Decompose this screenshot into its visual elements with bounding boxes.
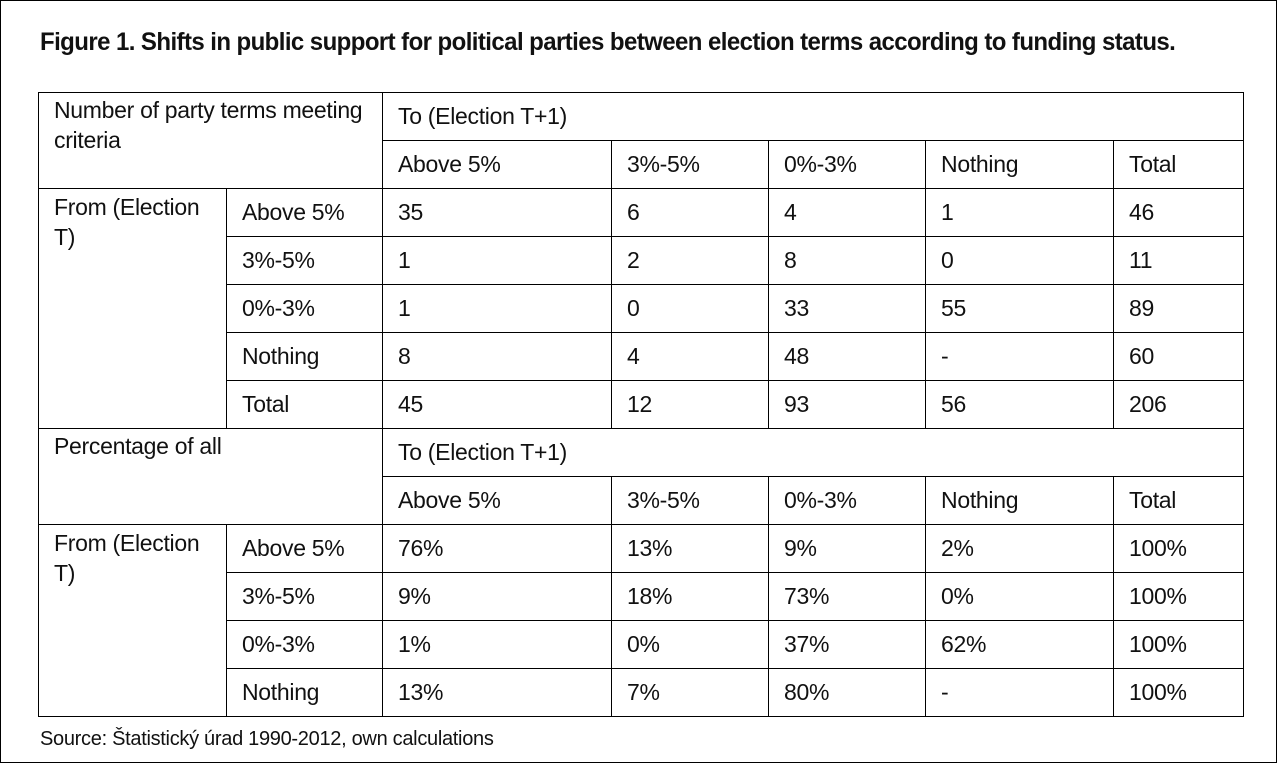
counts-value-cell: 35 bbox=[383, 189, 612, 237]
counts-value-cell: 8 bbox=[383, 333, 612, 381]
percent-value-cell: 73% bbox=[769, 573, 926, 621]
percent-value-cell: 18% bbox=[612, 573, 769, 621]
percent-column-header: Nothing bbox=[926, 477, 1114, 525]
percent-value-cell: 2% bbox=[926, 525, 1114, 573]
percent-row-label: Nothing bbox=[227, 669, 383, 717]
percent-value-cell: 7% bbox=[612, 669, 769, 717]
counts-row-label: Above 5% bbox=[227, 189, 383, 237]
percent-value-cell: 100% bbox=[1114, 525, 1244, 573]
counts-from-label: From (Election T) bbox=[39, 189, 227, 429]
percent-value-cell: 0% bbox=[926, 573, 1114, 621]
percent-column-header: Total bbox=[1114, 477, 1244, 525]
counts-table-row bbox=[39, 189, 1244, 237]
counts-value-cell: - bbox=[926, 333, 1114, 381]
counts-value-cell: 2 bbox=[612, 237, 769, 285]
table-body bbox=[39, 93, 1244, 717]
percent-from-label: From (Election T) bbox=[39, 525, 227, 717]
counts-value-cell: 46 bbox=[1114, 189, 1244, 237]
percent-to-label: To (Election T+1) bbox=[383, 429, 1244, 477]
counts-value-cell: 11 bbox=[1114, 237, 1244, 285]
percent-row-label: Above 5% bbox=[227, 525, 383, 573]
counts-value-cell: 48 bbox=[769, 333, 926, 381]
counts-value-cell: 0 bbox=[926, 237, 1114, 285]
counts-value-cell: 89 bbox=[1114, 285, 1244, 333]
counts-value-cell: 45 bbox=[383, 381, 612, 429]
percent-value-cell: 13% bbox=[383, 669, 612, 717]
counts-value-cell: 4 bbox=[769, 189, 926, 237]
percent-row-label: 3%-5% bbox=[227, 573, 383, 621]
counts-value-cell: 12 bbox=[612, 381, 769, 429]
counts-value-cell: 8 bbox=[769, 237, 926, 285]
percent-column-header: Above 5% bbox=[383, 477, 612, 525]
counts-row-label: Total bbox=[227, 381, 383, 429]
counts-value-cell: 1 bbox=[383, 237, 612, 285]
percent-row-label: 0%-3% bbox=[227, 621, 383, 669]
percent-corner-label: Percentage of all bbox=[39, 429, 383, 525]
counts-value-cell: 1 bbox=[383, 285, 612, 333]
counts-value-cell: 0 bbox=[612, 285, 769, 333]
percent-value-cell: 1% bbox=[383, 621, 612, 669]
percent-value-cell: 37% bbox=[769, 621, 926, 669]
counts-value-cell: 33 bbox=[769, 285, 926, 333]
percent-value-cell: 100% bbox=[1114, 573, 1244, 621]
counts-value-cell: 206 bbox=[1114, 381, 1244, 429]
transition-table bbox=[38, 92, 1244, 717]
counts-value-cell: 6 bbox=[612, 189, 769, 237]
counts-column-header: 0%-3% bbox=[769, 141, 926, 189]
counts-column-header: Above 5% bbox=[383, 141, 612, 189]
counts-value-cell: 1 bbox=[926, 189, 1114, 237]
percent-value-cell: 9% bbox=[383, 573, 612, 621]
percent-value-cell: - bbox=[926, 669, 1114, 717]
percent-header-row bbox=[39, 429, 1244, 477]
counts-value-cell: 93 bbox=[769, 381, 926, 429]
counts-column-header: Total bbox=[1114, 141, 1244, 189]
source-note: Source: Štatistický úrad 1990-2012, own calculations bbox=[40, 728, 494, 750]
percent-value-cell: 0% bbox=[612, 621, 769, 669]
percent-column-header: 0%-3% bbox=[769, 477, 926, 525]
counts-value-cell: 55 bbox=[926, 285, 1114, 333]
counts-header-row bbox=[39, 93, 1244, 141]
percent-value-cell: 100% bbox=[1114, 621, 1244, 669]
percent-value-cell: 13% bbox=[612, 525, 769, 573]
counts-row-label: Nothing bbox=[227, 333, 383, 381]
percent-value-cell: 80% bbox=[769, 669, 926, 717]
percent-value-cell: 9% bbox=[769, 525, 926, 573]
counts-row-label: 3%-5% bbox=[227, 237, 383, 285]
counts-value-cell: 60 bbox=[1114, 333, 1244, 381]
percent-value-cell: 100% bbox=[1114, 669, 1244, 717]
percent-value-cell: 62% bbox=[926, 621, 1114, 669]
counts-to-label: To (Election T+1) bbox=[383, 93, 1244, 141]
figure-title: Figure 1. Shifts in public support for political parties between election terms according to funding status. bbox=[40, 28, 1176, 56]
counts-corner-label: Number of party terms meeting criteria bbox=[39, 93, 383, 189]
counts-value-cell: 4 bbox=[612, 333, 769, 381]
percent-value-cell: 76% bbox=[383, 525, 612, 573]
counts-column-header: 3%-5% bbox=[612, 141, 769, 189]
counts-column-header: Nothing bbox=[926, 141, 1114, 189]
counts-row-label: 0%-3% bbox=[227, 285, 383, 333]
counts-value-cell: 56 bbox=[926, 381, 1114, 429]
percent-column-header: 3%-5% bbox=[612, 477, 769, 525]
percent-table-row bbox=[39, 525, 1244, 573]
